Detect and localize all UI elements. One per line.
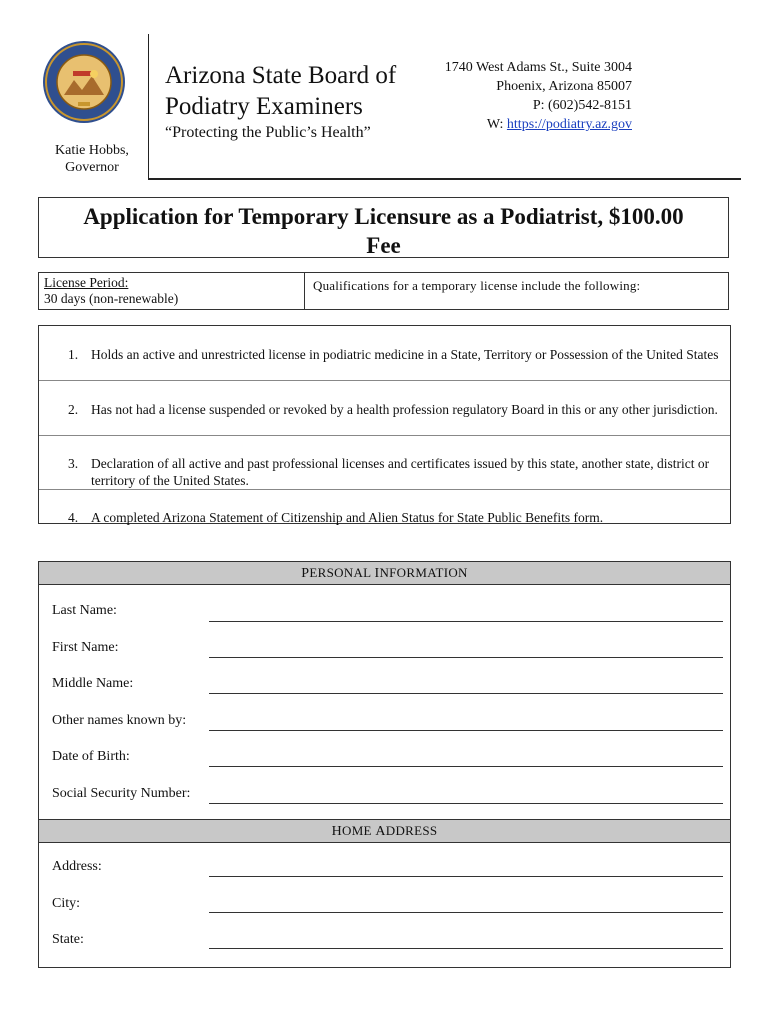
qualifications-list: [38, 325, 731, 524]
date-of-birth-field[interactable]: [209, 766, 723, 767]
board-name: [165, 60, 396, 122]
personal-information-heading-rest2: NFORMATION: [379, 565, 468, 580]
city-field[interactable]: [209, 912, 723, 913]
website-prefix: W:: [486, 117, 507, 132]
form-title: [38, 197, 729, 258]
state-label: State:: [52, 932, 84, 947]
address-label: Address:: [52, 859, 102, 874]
middle-name-label: Middle Name:: [52, 676, 134, 691]
home-address-heading-rest2: DDRESS: [385, 823, 438, 838]
board-name-line1: Arizona State Board of: [165, 62, 397, 89]
first-name-field[interactable]: [209, 657, 723, 658]
header-divider-horizontal: [148, 178, 741, 180]
ssn-field[interactable]: [209, 803, 723, 804]
form-title-line2: Fee: [366, 233, 401, 258]
qualification-item: [39, 455, 730, 489]
license-period-value: 30 days (non-renewable): [44, 291, 179, 306]
personal-information-section: [38, 561, 731, 968]
home-address-heading-rest1: OME: [342, 823, 376, 838]
header-divider-vertical: [148, 34, 149, 179]
personal-information-heading-rest1: ERSONAL: [309, 565, 375, 580]
board-tagline: “Protecting the Public’s Health”: [165, 124, 371, 141]
other-names-label: Other names known by:: [52, 713, 187, 728]
qualification-number: 4.: [68, 510, 79, 525]
license-period-label: License Period:: [44, 275, 129, 290]
website-row: [445, 115, 632, 134]
qualification-item: [39, 346, 730, 363]
home-address-header: [39, 819, 730, 843]
qualification-item: [39, 509, 730, 526]
qualifications-heading: Qualifications for a temporary license include the following:: [313, 278, 641, 293]
form-title-line1: Application for Temporary Licensure as a Podiatrist, $100.00: [83, 204, 684, 229]
governor-name-line: Katie Hobbs,: [55, 143, 129, 158]
qualification-divider: [39, 380, 730, 381]
date-of-birth-label: Date of Birth:: [52, 749, 130, 764]
ssn-label: Social Security Number:: [52, 786, 191, 801]
home-address-heading-cap2: A: [375, 824, 386, 839]
last-name-label: Last Name:: [52, 603, 117, 618]
first-name-label: First Name:: [52, 640, 119, 655]
qualification-number: 2.: [68, 402, 79, 417]
address-line2: Phoenix, Arizona 85007: [496, 79, 632, 94]
last-name-field[interactable]: [209, 621, 723, 622]
home-address-heading-cap1: H: [331, 824, 342, 839]
board-contact: [445, 58, 632, 134]
board-name-line2: Podiatry Examiners: [165, 93, 363, 120]
qualification-text: Has not had a license suspended or revoked by a health profession regulatory Board in this or any other jurisdiction.: [91, 402, 718, 417]
city-label: City:: [52, 896, 81, 911]
governor-title: Governor: [65, 160, 119, 175]
qualification-text: Declaration of all active and past professional licenses and certificates issued by this state, another state, district or territory of the United States.: [91, 456, 710, 488]
qualification-text: Holds an active and unrestricted license in podiatric medicine in a State, Territory or Possession of the United States: [91, 347, 719, 362]
qualification-divider: [39, 489, 730, 490]
qualification-text: A completed Arizona Statement of Citizenship and Alien Status for State Public Benefits form.: [91, 510, 604, 525]
address-field[interactable]: [209, 876, 723, 877]
middle-name-field[interactable]: [209, 693, 723, 694]
arizona-seal-icon: [42, 40, 126, 124]
license-period-cell: [39, 273, 305, 309]
governor-name: [40, 142, 144, 176]
qualification-number: 3.: [68, 456, 79, 471]
state-field[interactable]: [209, 948, 723, 949]
address-line1: 1740 West Adams St., Suite 3004: [444, 60, 632, 75]
qualification-number: 1.: [68, 347, 79, 362]
qualification-divider: [39, 435, 730, 436]
phone-number: P: (602)542-8151: [532, 98, 632, 113]
license-period-row: [38, 272, 729, 310]
personal-information-heading-cap2: I: [374, 566, 380, 581]
other-names-field[interactable]: [209, 730, 723, 731]
qualification-item: [39, 401, 730, 418]
personal-information-heading-cap1: P: [301, 566, 310, 581]
personal-information-header: [39, 562, 730, 585]
website-link[interactable]: https://podiatry.az.gov: [506, 117, 632, 132]
